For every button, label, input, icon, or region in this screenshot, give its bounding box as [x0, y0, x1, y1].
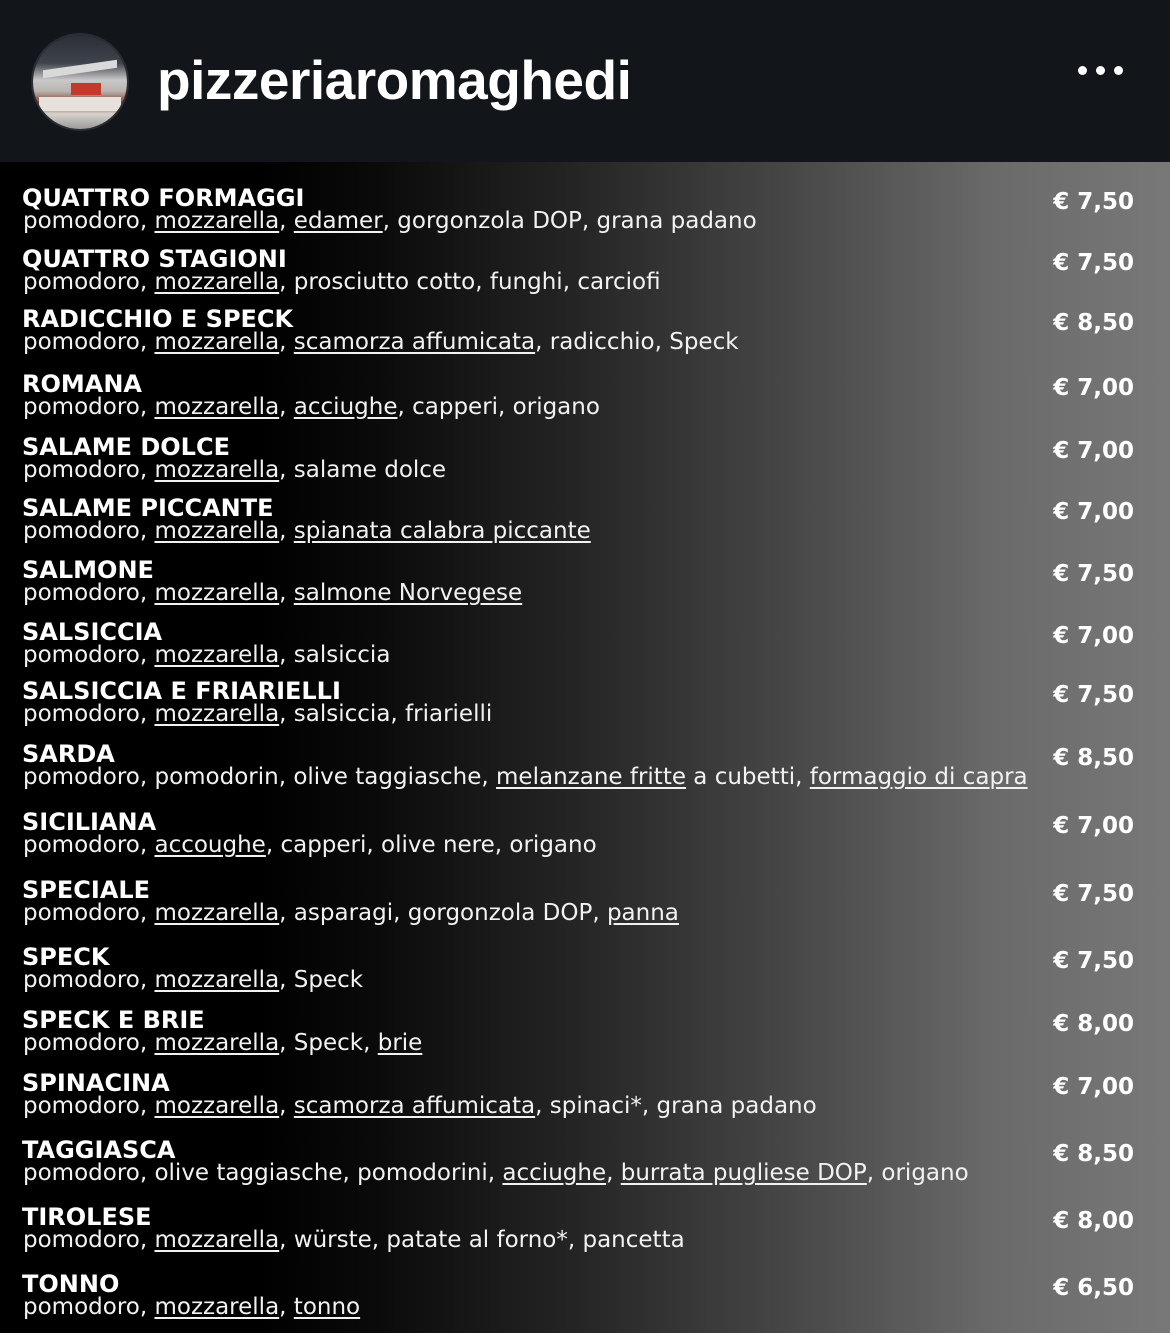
ingredient-underlined: melanzane fritte: [496, 764, 686, 790]
pizza-name: SPECK: [22, 943, 110, 971]
ingredient-text: pomodoro,: [23, 1030, 155, 1056]
ingredient-underlined: mozzarella: [154, 394, 280, 420]
ingredient-text: ,: [279, 329, 294, 355]
ingredient-text: ,: [279, 1093, 294, 1119]
pizza-name: SALAME PICCANTE: [22, 494, 274, 522]
pizza-price: € 7,50: [1053, 682, 1134, 708]
ingredient-underlined: mozzarella: [154, 1227, 280, 1253]
ingredient-text: pomodoro,: [23, 832, 155, 858]
ingredient-text: pomodoro,: [23, 642, 155, 668]
menu-item: [0, 1136, 1170, 1196]
pizza-ingredients: [23, 699, 492, 729]
pizza-ingredients: [23, 392, 600, 422]
menu-item: [0, 876, 1170, 936]
dot: [1114, 66, 1123, 75]
pizza-name: SPINACINA: [22, 1069, 170, 1097]
pizza-ingredients: [23, 1225, 685, 1255]
pizza-price: € 8,50: [1053, 745, 1134, 771]
menu-item: [0, 808, 1170, 868]
menu-item: [0, 494, 1170, 554]
pizza-ingredients: [23, 1028, 422, 1058]
ingredient-text: pomodoro,: [23, 967, 155, 993]
pizza-price: € 7,00: [1053, 375, 1134, 401]
pizza-name: TONNO: [22, 1270, 120, 1298]
ingredient-text: ,: [279, 394, 294, 420]
pizza-name: TAGGIASCA: [22, 1136, 176, 1164]
menu-image: [0, 162, 1170, 1333]
ingredient-underlined: panna: [606, 900, 679, 926]
pizza-price: € 8,50: [1053, 1141, 1134, 1167]
menu-item: [0, 1203, 1170, 1263]
pizza-price: € 8,00: [1053, 1208, 1134, 1234]
ingredient-text: , capperi, olive nere, origano: [265, 832, 597, 858]
ingredient-underlined: edamer: [293, 208, 383, 234]
pizza-ingredients: [23, 516, 591, 546]
ingredient-text: , spinaci*, grana padano: [535, 1093, 817, 1119]
username-link[interactable]: pizzeriaromaghedi: [157, 49, 632, 111]
ingredient-text: , asparagi, gorgonzola DOP,: [279, 900, 607, 926]
ingredient-underlined: burrata pugliese DOP: [620, 1160, 867, 1186]
pizza-price: € 7,50: [1053, 250, 1134, 276]
pizza-name: TIROLESE: [22, 1203, 152, 1231]
ingredient-underlined: mozzarella: [154, 580, 280, 606]
menu-item: [0, 740, 1170, 800]
pizza-name: SARDA: [22, 740, 115, 768]
ingredient-underlined: scamorza affumicata: [293, 329, 536, 355]
ingredient-underlined: mozzarella: [154, 900, 280, 926]
ingredient-text: , würste, patate al forno*, pancetta: [279, 1227, 685, 1253]
pizza-ingredients: [23, 327, 739, 357]
ingredient-underlined: mozzarella: [154, 967, 280, 993]
ingredient-underlined: mozzarella: [154, 1093, 280, 1119]
ingredient-text: , origano: [866, 1160, 969, 1186]
ingredient-text: pomodoro,: [23, 208, 155, 234]
ingredient-text: pomodoro,: [23, 1294, 155, 1320]
ingredient-underlined: mozzarella: [154, 457, 280, 483]
pizza-name: RADICCHIO E SPECK: [22, 305, 294, 333]
menu-item: [0, 1006, 1170, 1066]
ingredient-underlined: formaggio di capra: [809, 764, 1028, 790]
ingredient-text: ,: [606, 1160, 621, 1186]
ingredient-text: pomodoro,: [23, 394, 155, 420]
menu-item: [0, 1069, 1170, 1129]
avatar-sign: [71, 83, 101, 95]
menu-item: [0, 618, 1170, 678]
ingredient-underlined: mozzarella: [154, 329, 280, 355]
ingredient-text: pomodoro,: [23, 518, 155, 544]
pizza-name: SALSICCIA E FRIARIELLI: [22, 677, 341, 705]
pizza-price: € 7,50: [1053, 561, 1134, 587]
ingredient-text: pomodoro,: [23, 701, 155, 727]
ingredient-text: ,: [279, 580, 294, 606]
ingredient-underlined: acciughe: [293, 394, 398, 420]
ingredient-text: pomodoro,: [23, 269, 155, 295]
pizza-name: SPECK E BRIE: [22, 1006, 205, 1034]
ingredient-underlined: acciughe: [502, 1160, 607, 1186]
ingredient-underlined: scamorza affumicata: [293, 1093, 536, 1119]
pizza-price: € 6,50: [1053, 1275, 1134, 1301]
pizza-ingredients: [23, 898, 679, 928]
pizza-ingredients: [23, 267, 661, 297]
ingredient-underlined: mozzarella: [154, 269, 280, 295]
pizza-price: € 7,00: [1053, 438, 1134, 464]
menu-item: [0, 305, 1170, 365]
ingredient-text: , salame dolce: [279, 457, 447, 483]
profile-avatar-icon[interactable]: [33, 35, 127, 129]
ingredient-text: a cubetti,: [685, 764, 810, 790]
more-options-icon[interactable]: [1078, 66, 1123, 75]
menu-item: [0, 943, 1170, 1003]
pizza-price: € 7,00: [1053, 1074, 1134, 1100]
ingredient-text: , gorgonzola DOP, grana padano: [382, 208, 757, 234]
post-header: [0, 0, 1170, 162]
ingredient-text: , prosciutto cotto, funghi, carciofi: [279, 269, 661, 295]
ingredient-text: ,: [279, 208, 294, 234]
ingredient-underlined: mozzarella: [154, 1030, 280, 1056]
ingredient-text: pomodoro, olive taggiasche, pomodorini,: [23, 1160, 503, 1186]
dot: [1078, 66, 1087, 75]
pizza-name: ROMANA: [22, 370, 142, 398]
pizza-ingredients: [23, 578, 522, 608]
avatar-counter: [39, 97, 121, 111]
menu-item: [0, 370, 1170, 430]
pizza-ingredients: [23, 762, 1028, 792]
ingredient-text: , salsiccia, friarielli: [279, 701, 493, 727]
pizza-ingredients: [23, 640, 390, 670]
pizza-name: QUATTRO FORMAGGI: [22, 184, 305, 212]
pizza-name: SALSICCIA: [22, 618, 163, 646]
pizza-ingredients: [23, 455, 446, 485]
menu-item: [0, 677, 1170, 737]
ingredient-text: pomodoro,: [23, 580, 155, 606]
menu-item: [0, 1270, 1170, 1330]
ingredient-underlined: spianata calabra piccante: [293, 518, 591, 544]
ingredient-text: , Speck: [279, 967, 364, 993]
pizza-price: € 7,50: [1053, 948, 1134, 974]
ingredient-underlined: accoughe: [154, 832, 266, 858]
ingredient-text: pomodoro,: [23, 900, 155, 926]
ingredient-text: pomodoro, pomodorin, olive taggiasche,: [23, 764, 497, 790]
ingredient-underlined: mozzarella: [154, 701, 280, 727]
ingredient-text: , capperi, origano: [397, 394, 600, 420]
ingredient-underlined: mozzarella: [154, 642, 280, 668]
menu-item: [0, 245, 1170, 305]
menu-item: [0, 184, 1170, 244]
ingredient-underlined: mozzarella: [154, 518, 280, 544]
ingredient-underlined: mozzarella: [154, 208, 280, 234]
ingredient-text: pomodoro,: [23, 457, 155, 483]
pizza-price: € 7,00: [1053, 499, 1134, 525]
ingredient-text: pomodoro,: [23, 1227, 155, 1253]
pizza-price: € 8,50: [1053, 310, 1134, 336]
pizza-ingredients: [23, 965, 363, 995]
pizza-name: SALAME DOLCE: [22, 433, 230, 461]
ingredient-underlined: tonno: [293, 1294, 361, 1320]
ingredient-text: ,: [279, 518, 294, 544]
ingredient-text: , salsiccia: [279, 642, 391, 668]
dot: [1096, 66, 1105, 75]
pizza-name: QUATTRO STAGIONI: [22, 245, 287, 273]
ingredient-text: , radicchio, Speck: [535, 329, 739, 355]
pizza-price: € 7,50: [1053, 881, 1134, 907]
avatar-roof: [43, 60, 117, 78]
menu-item: [0, 433, 1170, 493]
pizza-ingredients: [23, 1158, 969, 1188]
pizza-name: SICILIANA: [22, 808, 157, 836]
pizza-name: SALMONE: [22, 556, 154, 584]
pizza-name: SPECIALE: [22, 876, 151, 904]
pizza-price: € 7,00: [1053, 623, 1134, 649]
ingredient-underlined: brie: [377, 1030, 423, 1056]
pizza-ingredients: [23, 1292, 360, 1322]
pizza-ingredients: [23, 1091, 817, 1121]
pizza-price: € 7,00: [1053, 813, 1134, 839]
ingredient-text: ,: [279, 1294, 294, 1320]
ingredient-text: , Speck,: [279, 1030, 378, 1056]
ingredient-underlined: salmone Norvegese: [293, 580, 523, 606]
ingredient-text: pomodoro,: [23, 1093, 155, 1119]
pizza-price: € 7,50: [1053, 189, 1134, 215]
ingredient-text: pomodoro,: [23, 329, 155, 355]
pizza-ingredients: [23, 206, 757, 236]
ingredient-underlined: mozzarella: [154, 1294, 280, 1320]
menu-item: [0, 556, 1170, 616]
pizza-price: € 8,00: [1053, 1011, 1134, 1037]
pizza-ingredients: [23, 830, 597, 860]
